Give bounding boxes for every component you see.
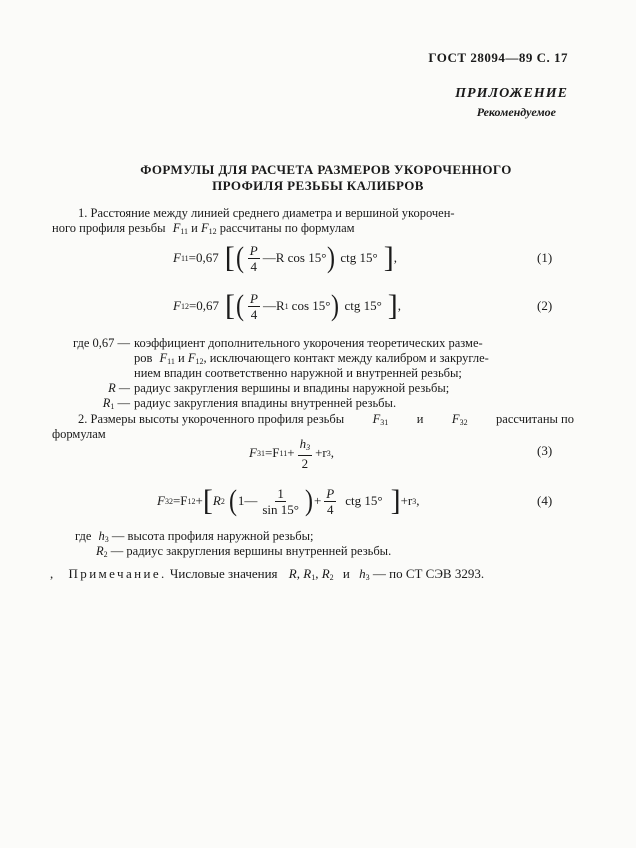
def1-line1: коэффициент дополнительного укорочения теоретических разме-	[134, 336, 483, 350]
formula1-ctg: ctg 15°	[340, 250, 378, 265]
appendix-label: ПРИЛОЖЕНИЕ	[455, 86, 568, 101]
def2-text: радиус закругления вершины и впадины наружной резьбы;	[134, 381, 450, 395]
formula4-fraction-p: $\frac{P}{4}$	[326, 485, 335, 517]
formula1-fraction: $\frac{P}{4}$	[249, 242, 258, 274]
section2-line1: 2. Размеры высоты укороченного профиля резьбы $F_{31}$ и $F_{32}$ рассчитаны по	[78, 412, 574, 427]
def1-line3: нием впадин соответственно наружной и внутренней резьбы;	[134, 366, 462, 380]
formula2-eq: =0,67	[188, 298, 220, 313]
formula2-fraction: $\frac{P}{4}$	[250, 290, 258, 322]
section2-line2: формулам	[52, 427, 106, 441]
def3-label: $R_1$ —	[102, 396, 130, 411]
note-label: Примечание.	[68, 566, 167, 581]
formula1-lhs: F	[173, 250, 181, 265]
formula4-number: (4)	[537, 493, 553, 508]
section1-text-post: рассчитаны по формулам	[219, 221, 355, 235]
def5: $R_2$ — радиус закругления вершины внутренней резьбы.	[96, 544, 392, 559]
formula1-eq: =0,67	[188, 250, 219, 265]
formula3-number: (3)	[537, 443, 553, 458]
appendix-status: Рекомендуемое	[476, 105, 556, 119]
formula2-number: (2)	[537, 298, 553, 313]
formula2-ctg: ctg 15°	[344, 298, 382, 313]
formula-3: F 31 =F 11 + $\frac{h_3}{2}$ +r 3 ,	[249, 435, 334, 471]
document-title-line1: ФОРМУЛЫ ДЛЯ РАСЧЕТА РАЗМЕРОВ УКОРОЧЕННОГО	[140, 162, 512, 177]
def1-line2: ров $F_{11}$ и $F_{12}$, исключающего контакт между калибром и закругле-	[134, 351, 489, 366]
def4: где $h_3$ — высота профиля наружной резьбы;	[75, 529, 314, 544]
formula1-mid: —R cos 15°	[262, 250, 327, 265]
def3-text: радиус закругления впадины внутренней резьбы.	[134, 396, 397, 410]
formula-4: F 32 =F 12 + [ R 2 ( 1— $\frac{1}{\sin 15^\circ}$ ) + $\frac{P}{4}$ ctg 15° ] +r 3 ,	[157, 484, 420, 517]
section1-text-pre: ного профиля резьбы	[52, 221, 166, 235]
def1-label: где 0,67 —	[72, 336, 130, 350]
section1-line2: ного профиля резьбы $F_{11}$ и $F_{12}$ рассчитаны по формулам	[52, 221, 355, 236]
formula3-fraction: $\frac{h_3}{2}$	[299, 435, 311, 471]
formula-1: F 11 =0,67 [ ( $\frac{P}{4}$ —R cos 15° ) ctg 15° ] ,	[173, 241, 397, 274]
formula2-lhs: F	[173, 298, 181, 313]
note: , Примечание. Числовые значения R, $R_1$, $R_2$ и $h_3$ — по СТ СЭВ 3293.	[50, 566, 485, 582]
section1-line1: 1. Расстояние между линией среднего диаметра и вершиной укорочен-	[78, 206, 455, 220]
document-title-line2: ПРОФИЛЯ РЕЗЬБЫ КАЛИБРОВ	[212, 178, 424, 193]
def2-label: R —	[108, 381, 130, 395]
section1-and: и	[191, 221, 198, 235]
formula-2: F 12 =0,67 [ ( $\frac{P}{4}$ —R 1 cos 15° ) ctg 15° ] ,	[173, 289, 402, 322]
page-header-gost: ГОСТ 28094—89 С. 17	[428, 50, 568, 65]
formula1-number: (1)	[537, 250, 553, 265]
formula4-fraction-sin: $\frac{1}{\sin 15^\circ}$	[262, 485, 299, 517]
